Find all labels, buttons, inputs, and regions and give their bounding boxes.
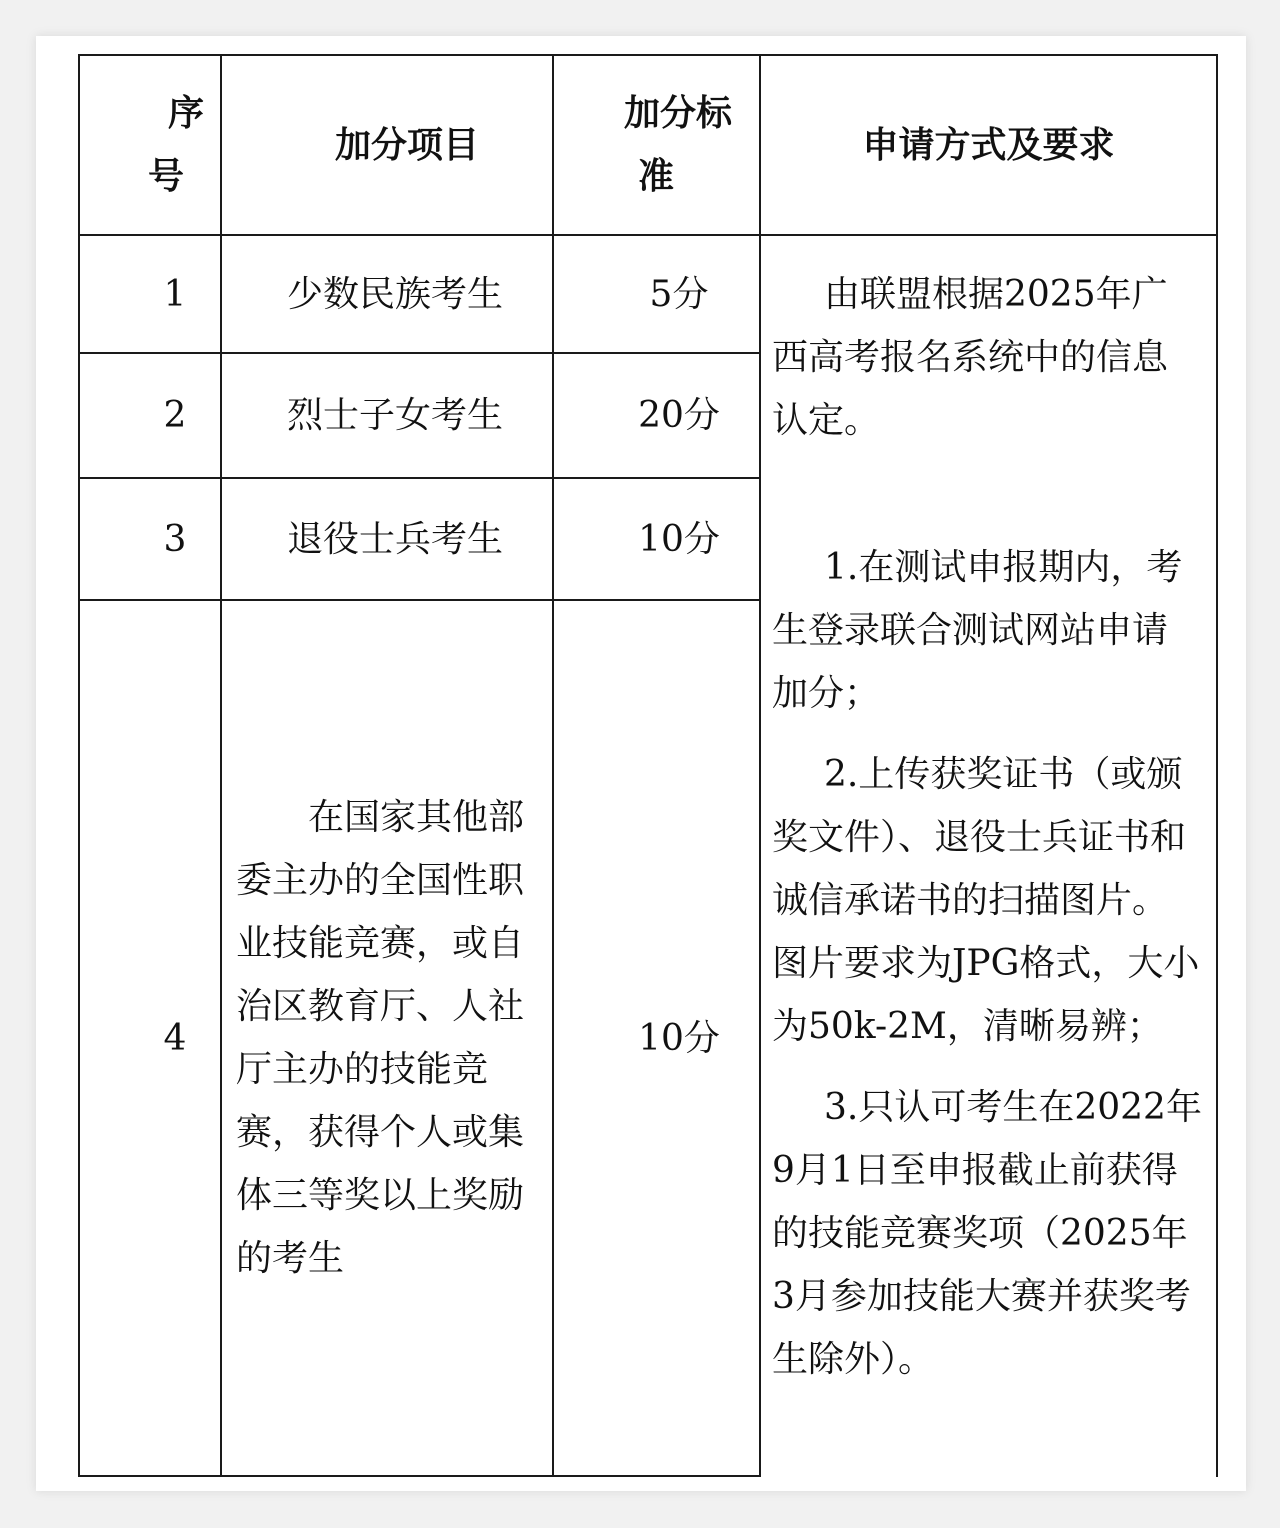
requirement-paragraph-1: 由联盟根据2025年广西高考报名系统中的信息认定。: [772, 274, 1169, 441]
row-2-seq: 2: [163, 395, 187, 436]
row-4-points: 10分: [638, 1017, 720, 1059]
header-seq: [80, 56, 220, 234]
row-3-points: 10分: [638, 518, 720, 560]
requirement-text: [772, 263, 1202, 1391]
row-2-points: 20分: [638, 395, 720, 436]
requirement-paragraph-3: 2.上传获奖证书（或颁奖文件）、退役士兵证书和诚信承诺书的扫描图片。图片要求为JPG格式，大小为50k-2M，清晰易辨；: [772, 754, 1200, 1047]
row-1-item: 少数民族考生: [287, 273, 504, 315]
row-1-points: 5分: [649, 273, 709, 315]
row-4-item-cell: [236, 601, 546, 1475]
requirement-paragraph-4: 3.只认可考生在2022年9月1日至申报截止前获得的技能竞赛奖项（2025年3月参加技能大赛并获奖考生除外）。: [772, 1087, 1202, 1380]
row-2-item: 烈士子女考生: [287, 395, 504, 436]
row-4-item: 在国家其他部委主办的全国性职业技能竞赛，或自治区教育厅、人社厅主办的技能竞赛，获得个人或集体三等奖以上奖励的考生: [236, 797, 525, 1279]
header-standard-line-1: 加分标: [624, 92, 733, 134]
header-standard: [554, 56, 759, 234]
row-3-seq: 3: [163, 518, 187, 560]
header-requirement: 申请方式及要求: [862, 123, 1115, 166]
requirement-paragraph-2: 1.在测试申报期内，考生登录联合测试网站申请加分；: [772, 547, 1183, 714]
header-standard-line-2: 准: [638, 155, 675, 197]
row-3-item: 退役士兵考生: [287, 518, 504, 560]
header-seq-line-1: 序: [167, 92, 204, 134]
row-4-seq: 4: [163, 1017, 187, 1059]
table-border-bottom: [78, 1475, 760, 1477]
header-seq-line-2: 号: [147, 155, 184, 197]
row-1-seq: 1: [163, 273, 187, 315]
table-border-right: [1216, 54, 1218, 1477]
header-item: 加分项目: [335, 123, 480, 166]
